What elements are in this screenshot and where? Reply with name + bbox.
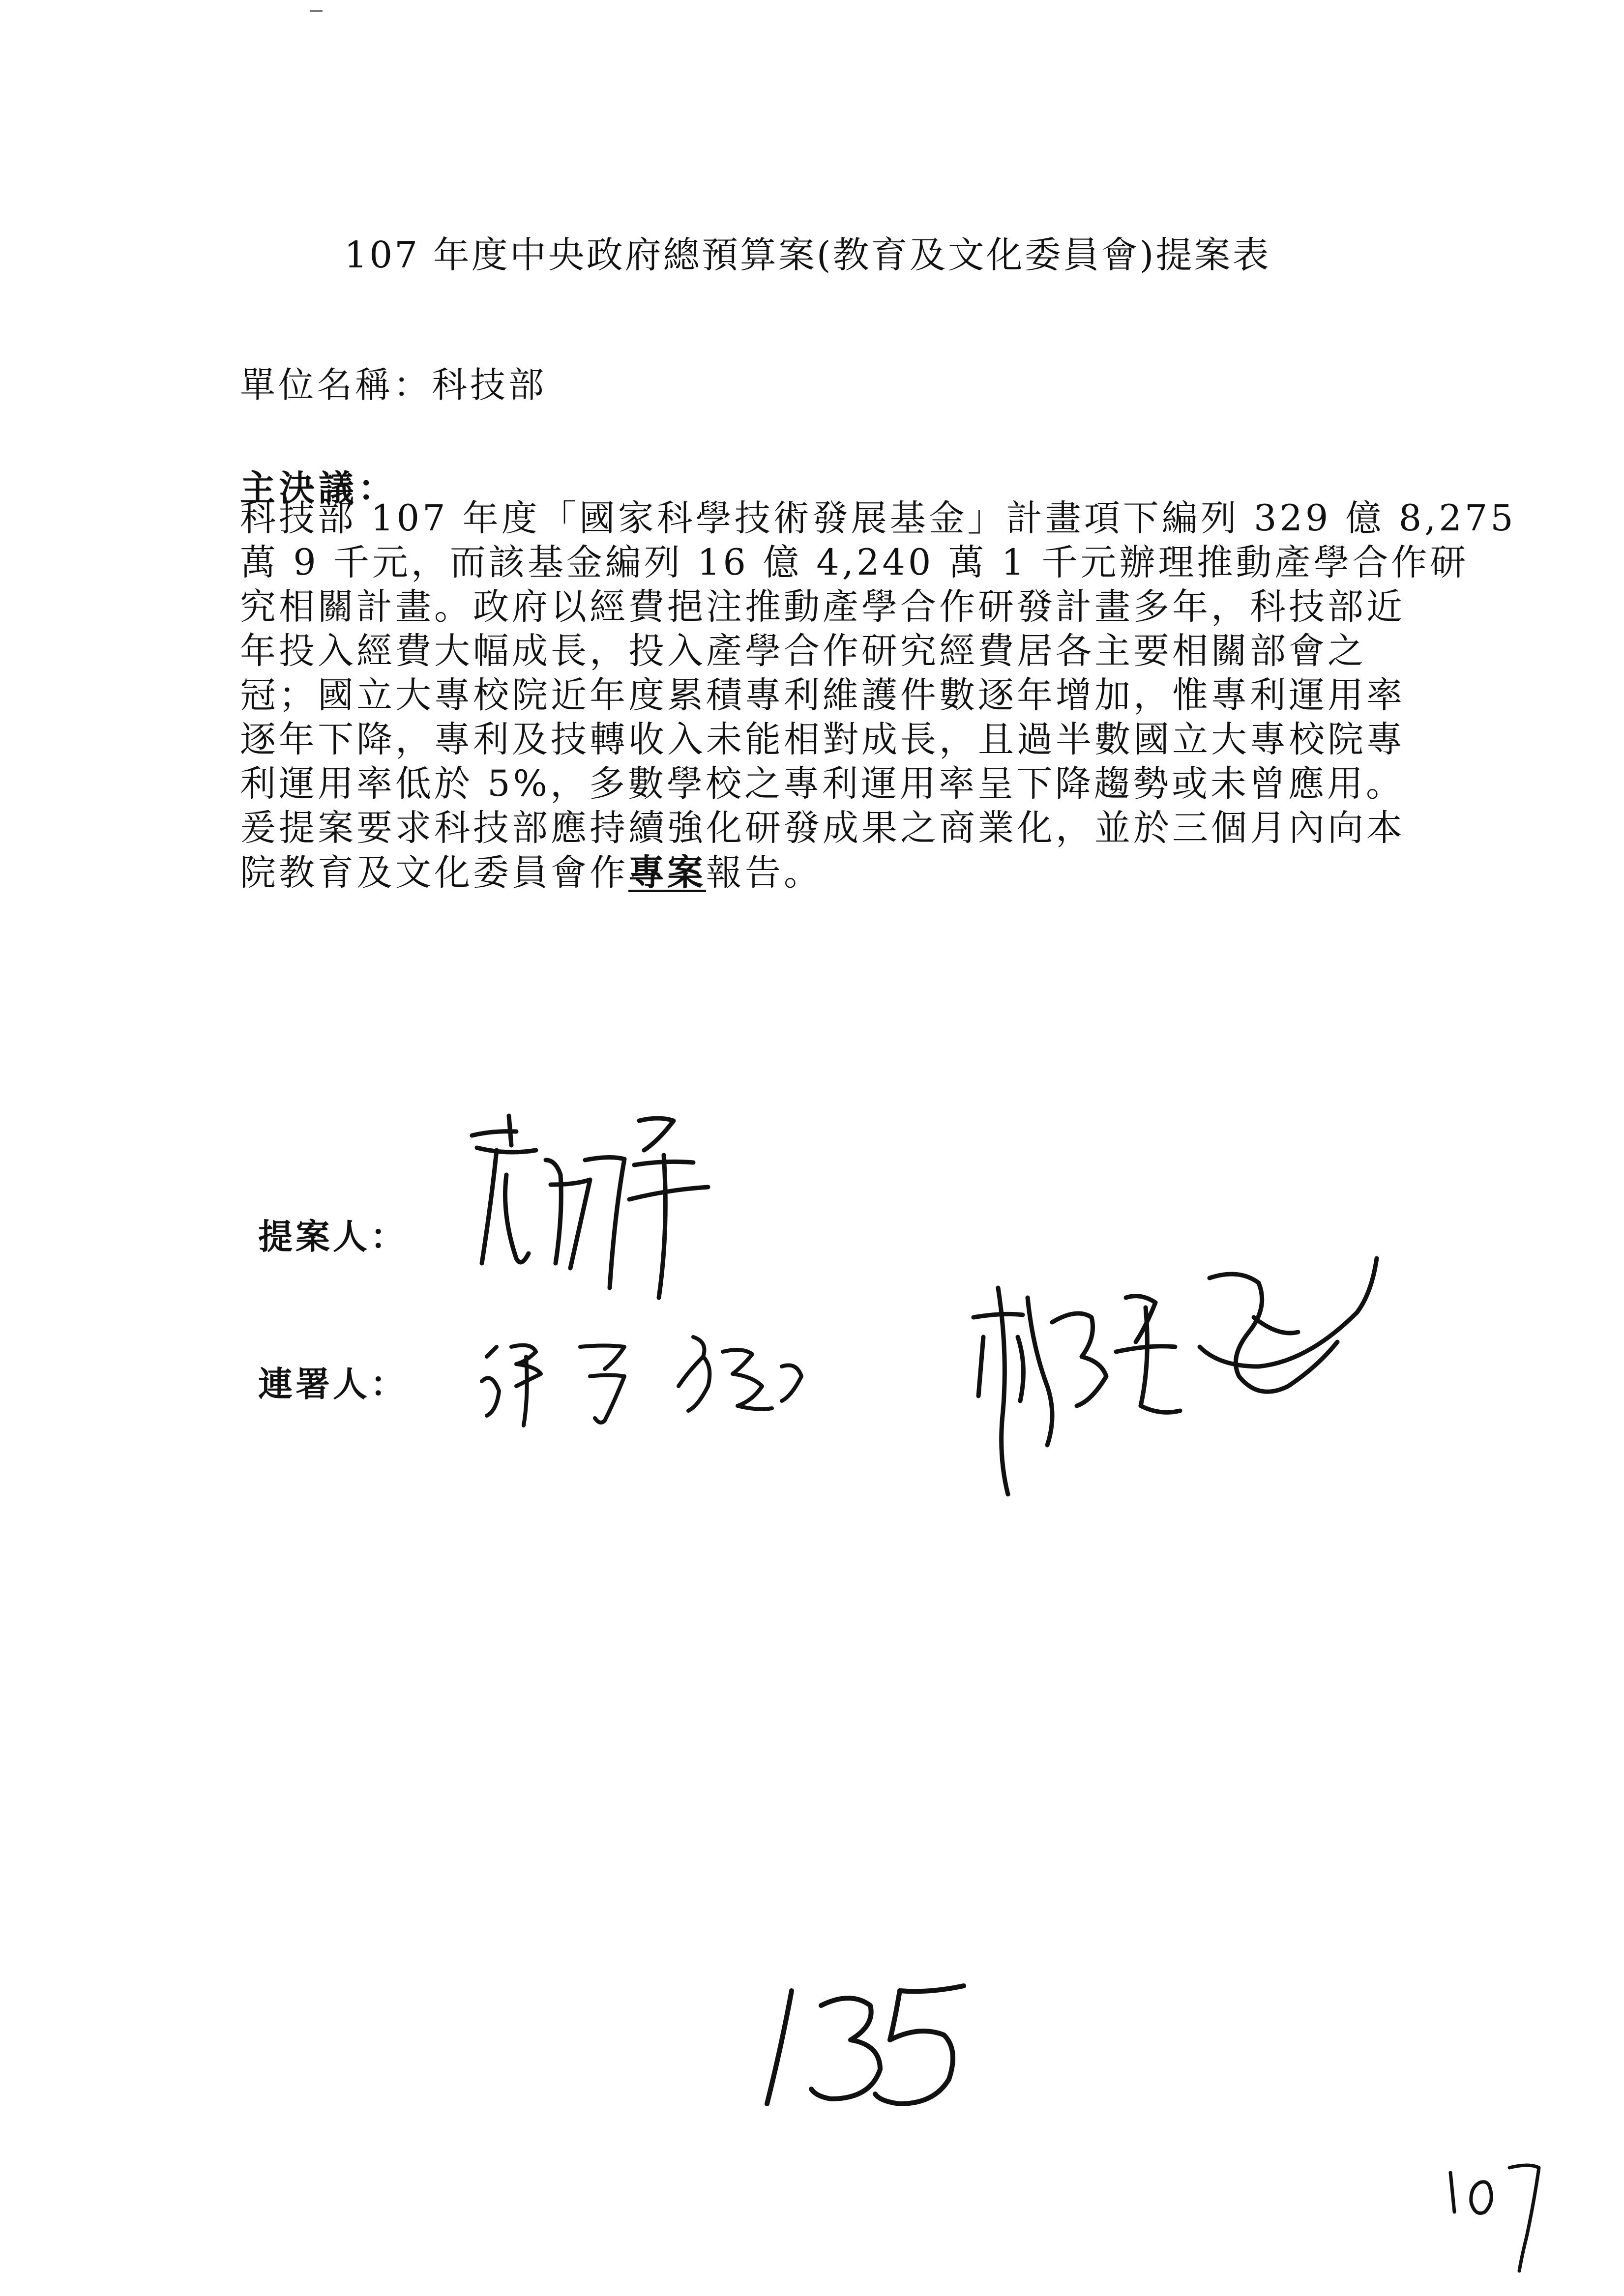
body-line: 萬 9 千元，而該基金編列 16 億 4,240 萬 1 千元辦理推動產學合作研	[240, 542, 1469, 583]
resolution-heading: 主決議：	[240, 467, 398, 509]
resolution-body	[240, 496, 1516, 895]
scan-artifact	[310, 10, 323, 12]
handwritten-corner-number	[1441, 2153, 1568, 2278]
cosigner-label: 連署人：	[258, 1364, 408, 1404]
body-line: 年投入經費大幅成長，投入產學合作研究經費居各主要相關部會之	[240, 630, 1366, 672]
handwritten-page-number	[752, 1971, 988, 2121]
body-line: 冠；國立大專校院近年度累積專利維護件數逐年增加，惟專利運用率	[240, 674, 1405, 716]
cosigner-signature-2	[964, 1239, 1387, 1534]
body-last-line	[240, 850, 1381, 895]
emphasized-term: 專案	[628, 851, 706, 894]
body-last-line-prefix: 院教育及文化委員會作	[240, 852, 628, 894]
cosigner-signature-1	[477, 1327, 831, 1435]
body-line: 究相關計畫。政府以經費挹注推動產學合作研發計畫多年，科技部近	[240, 586, 1405, 628]
body-last-line-suffix: 報告。	[706, 852, 823, 894]
document-title: 107 年度中央政府總預算案(教育及文化委員會)提案表	[344, 234, 1271, 276]
body-line: 逐年下降，專利及技轉收入未能相對成長，且過半數國立大專校院專	[240, 719, 1405, 760]
proposer-label: 提案人：	[258, 1216, 408, 1257]
unit-name-line: 單位名稱：科技部	[240, 364, 547, 406]
body-line: 科技部 107 年度「國家科學技術發展基金」計畫項下編列 329 億 8,275	[240, 497, 1516, 539]
body-line: 爰提案要求科技部應持續強化研發成果之商業化，並於三個月內向本	[240, 807, 1405, 849]
proposer-signature	[462, 1101, 738, 1308]
body-line: 利運用率低於 5%，多數學校之專利運用率呈下降趨勢或未曾應用。	[240, 763, 1405, 805]
